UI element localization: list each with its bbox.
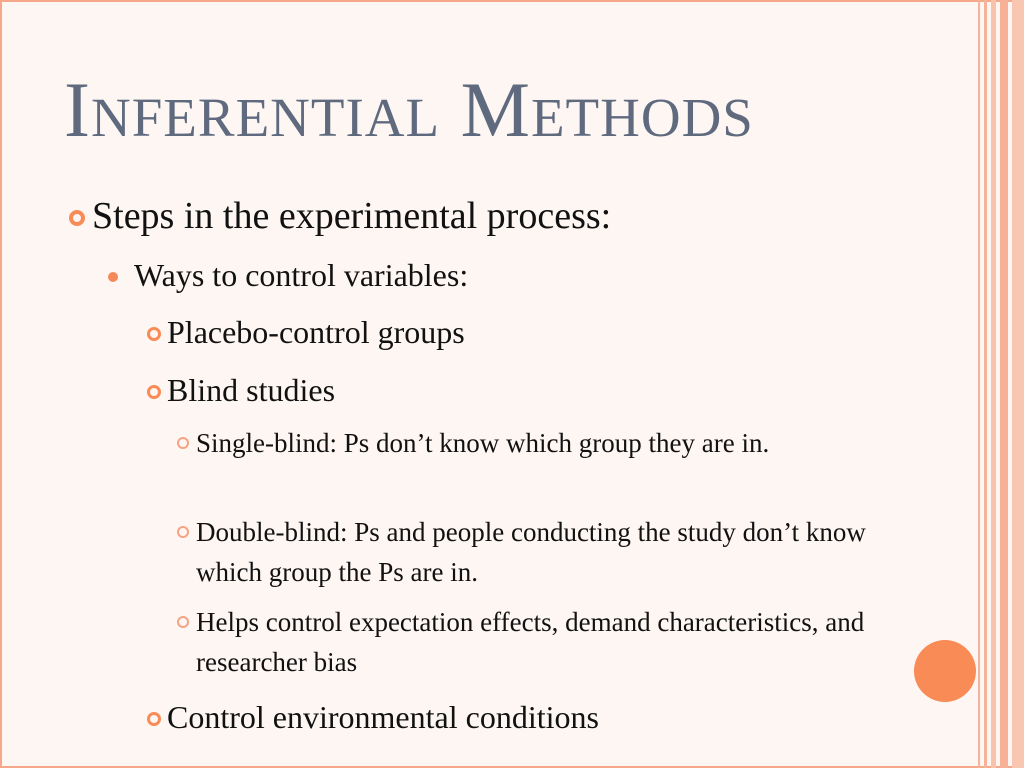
bullet-text: Ways to control variables:	[134, 257, 469, 293]
ring-bullet-icon	[147, 385, 161, 399]
bullet-item-level1	[92, 194, 611, 238]
frame-left-edge	[0, 0, 2, 768]
bullet-text: Blind studies	[167, 372, 336, 408]
decorative-circle	[914, 640, 976, 702]
frame-top-edge	[0, 0, 1024, 2]
bullet-text: Control environmental conditions	[167, 699, 599, 735]
bullet-item-level4	[196, 512, 936, 592]
ring-bullet-icon	[147, 712, 161, 726]
bullet-text: Steps in the experimental process:	[92, 195, 612, 237]
small-ring-bullet-icon	[177, 437, 189, 449]
stripe-5	[1012, 0, 1024, 768]
bullet-item-level2	[134, 256, 468, 294]
small-ring-bullet-icon	[177, 526, 189, 538]
stripe-4	[1000, 0, 1008, 768]
bullet-text: Single-blind: Ps don’t know which group they are in.	[196, 428, 770, 458]
ring-bullet-icon	[147, 327, 161, 341]
bullet-text: Double-blind: Ps and people conducting the study don’t know which group the Ps are in.	[196, 517, 866, 587]
bullet-text: Helps control expectation effects, demand characteristics, and researcher bias	[196, 607, 865, 677]
bullet-item-level4	[196, 423, 936, 463]
bullet-item-level4	[196, 602, 896, 682]
ring-bullet-icon	[69, 210, 85, 226]
slide-title: Inferential Methods	[64, 66, 754, 153]
bullet-item-level3	[167, 371, 335, 409]
stripe-2	[984, 0, 987, 768]
bullet-item-level3	[167, 698, 599, 736]
bullet-item-level3	[167, 313, 465, 351]
dot-bullet-icon	[108, 272, 118, 282]
stripe-3	[991, 0, 996, 768]
small-ring-bullet-icon	[177, 616, 189, 628]
stripe-1	[978, 0, 980, 768]
bullet-text: Placebo-control groups	[167, 314, 465, 350]
